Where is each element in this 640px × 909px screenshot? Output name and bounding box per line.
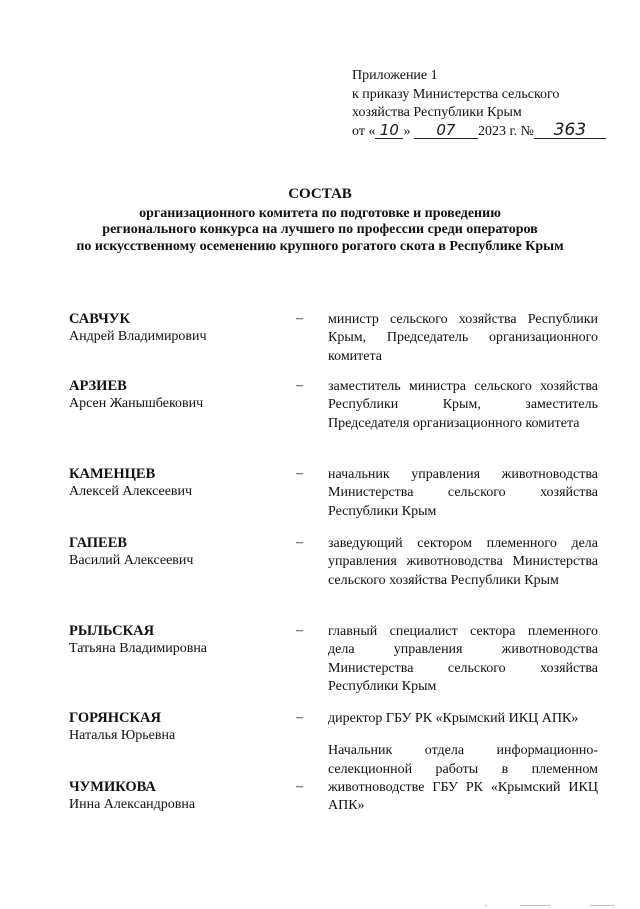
annex-order-ref: к приказу Министерства сельского (352, 86, 560, 102)
member-given-name: Арсен Жанышбекович (69, 396, 204, 411)
member-surname: САВЧУК (69, 311, 130, 327)
member-given-name: Инна Александровна (69, 797, 196, 812)
handwritten-day: 10 (375, 123, 403, 139)
member-surname: ГОРЯНСКАЯ (69, 710, 161, 726)
member-given-name: Алексей Алексеевич (69, 484, 193, 499)
scan-artifact (590, 905, 614, 906)
handwritten-month: 07 (414, 123, 478, 139)
annex-ministry: хозяйства Республики Крым (352, 105, 522, 120)
member-dash: – (296, 378, 303, 393)
date-close-quote: » (403, 123, 411, 139)
member-role: главный специалист сектора племенного дела управления животноводства Министерства сельского хозяйства Республики Крым (328, 624, 598, 694)
title-line-1: организационного комитета по подготовке и проведению (139, 205, 501, 221)
member-dash: – (296, 535, 303, 550)
member-given-name: Татьяна Владимировна (69, 641, 208, 656)
title-main: СОСТАВ (288, 186, 352, 202)
member-surname: АРЗИЕВ (69, 378, 127, 394)
annex-date-line (352, 119, 606, 142)
member-role: заместитель министра сельского хозяйства Республики Крым, заместитель Председателя организационного комитета (328, 379, 598, 431)
member-role: начальник управления животноводства Министерства сельского хозяйства Республики Крым (328, 467, 598, 519)
member-dash: – (296, 710, 303, 725)
member-surname: ЧУМИКОВА (69, 779, 156, 795)
member-given-name: Василий Алексеевич (69, 553, 194, 568)
member-role: министр сельского хозяйства Республики Крым, Председатель организационного комитета (328, 312, 598, 364)
member-given-name: Андрей Владимирович (69, 329, 207, 344)
date-year: 2023 г. № (477, 123, 534, 139)
member-dash: – (296, 779, 303, 794)
member-role: заведующий сектором племенного дела управления животноводства Министерства сельского хозяйства Республики Крым (328, 536, 598, 588)
member-dash: – (296, 311, 303, 326)
annex-header (352, 67, 606, 141)
title-line-3: по искусственному осеменению крупного рогатого скота в Республике Крым (76, 238, 564, 254)
title-line-2: регионального конкурса на лучшего по профессии среди операторов (102, 222, 538, 237)
member-role: директор ГБУ РК «Крымский ИКЦ АПК» (328, 711, 579, 726)
annex-title: Приложение 1 (352, 68, 438, 83)
member-dash: – (296, 623, 303, 638)
member-surname: КАМЕНЦЕВ (69, 466, 156, 482)
date-prefix: от « (352, 123, 376, 139)
member-surname: ГАПЕЕВ (69, 535, 128, 551)
document-title (0, 186, 640, 255)
scan-artifact (520, 905, 550, 906)
member-given-name: Наталья Юрьевна (69, 728, 176, 743)
member-dash: – (296, 466, 303, 481)
member-role-next: Начальник отдела информационно-селекционной работы в племенном животноводстве ГБУ РК «Крымский ИКЦ АПК» (328, 743, 598, 814)
member-role-block (328, 710, 598, 815)
scan-artifact (485, 905, 487, 906)
member-surname: РЫЛЬСКАЯ (69, 623, 155, 639)
handwritten-order-number: 363 (534, 123, 606, 139)
